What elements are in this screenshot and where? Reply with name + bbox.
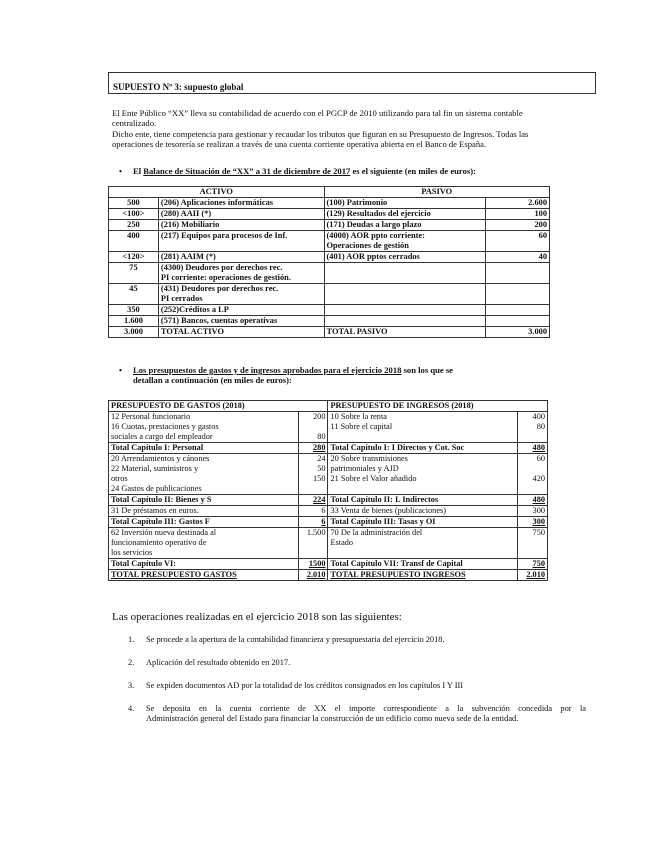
gastos-concept (109, 443, 299, 454)
budget-row (109, 506, 548, 517)
ingresos-amount-line (520, 484, 545, 494)
bullet-budget (119, 365, 573, 385)
activo-value: 3.000 (109, 327, 159, 338)
gastos-amount-line: 200 (313, 412, 326, 421)
ingresos-amount (518, 528, 548, 559)
ingresos-concept (328, 559, 518, 570)
balance-row (109, 198, 550, 209)
ingresos-amount-line: 420 (532, 474, 545, 483)
pasivo-account (324, 220, 486, 231)
balance-row (109, 316, 550, 327)
gastos-amount (298, 559, 328, 570)
pasivo-header: PASIVO (324, 187, 549, 198)
operation-text-line: Aplicación del resultado obtenido en 2017. (146, 658, 291, 667)
intro-paragraph-1 (112, 108, 602, 128)
bullet-text-underlined: Balance de Situación de “XX” a 31 de diciembre de 2017 (143, 166, 351, 176)
gastos-amount-line: 1.500 (306, 528, 326, 537)
operation-number: 2. (128, 658, 135, 667)
pasivo-account (324, 198, 486, 209)
activo-account (158, 316, 324, 327)
ingresos-amount-line: 300 (532, 517, 545, 526)
ingresos-concept-line: TOTAL PRESUPUESTO INGRESOS (330, 570, 466, 579)
gastos-amount-line: 6 (321, 517, 326, 526)
ingresos-concept-line: 70 De la administración del (330, 528, 423, 537)
ingresos-amount (518, 454, 548, 495)
gastos-concept-line: funcionamiento operativo de (111, 538, 207, 547)
ingresos-concept-line: 20 Sobre transmisiones (330, 454, 408, 463)
pasivo-account (324, 252, 486, 263)
ingresos-amount (518, 412, 548, 443)
gastos-concept-line: 24 Gastos de publicaciones (111, 484, 202, 493)
gastos-concept-line: Total Capítulo III: Gastos F (111, 517, 210, 526)
ingresos-concept-line (330, 548, 515, 558)
activo-header: ACTIVO (109, 187, 325, 198)
ingresos-amount-line: 400 (532, 412, 545, 421)
pasivo-account (324, 209, 486, 220)
intro-line: operaciones de tesorería se realizan a través de una cuenta corriente operativa abierta en el Banco de España. (112, 139, 487, 149)
gastos-amount-line: 6 (321, 506, 326, 515)
operation-text-line: Se expiden documentos AD por la totalidad de los créditos consignados en los capítulos I Y III (146, 681, 464, 690)
budget-total-row (109, 517, 548, 528)
ingresos-amount-line: 60 (536, 454, 545, 463)
activo-account-line: (206) Aplicaciones informáticas (160, 198, 274, 207)
pasivo-account (324, 305, 486, 316)
bullet-dot-icon: • (119, 365, 123, 375)
pasivo-account (324, 284, 486, 305)
pasivo-account-line: (129) Resultados del ejercicio (326, 209, 431, 218)
activo-account-line: (216) Mobiliario (160, 220, 220, 229)
pasivo-value: 60 (486, 231, 550, 252)
pasivo-account (324, 327, 486, 338)
ingresos-concept-line: patrimoniales y AJD (330, 464, 399, 473)
ingresos-concept (328, 528, 518, 559)
operation-text (146, 681, 586, 691)
ingresos-amount-line (520, 538, 545, 548)
ingresos-concept-line: 33 Venta de bienes (publicaciones) (330, 506, 446, 515)
pasivo-account (324, 263, 486, 284)
ingresos-amount-line: 480 (532, 443, 545, 452)
ingresos-concept-line (330, 484, 515, 494)
ingresos-concept-line (330, 432, 515, 442)
pasivo-account-line: Operaciones de gestión (326, 241, 409, 250)
gastos-concept (109, 412, 299, 443)
ingresos-amount-line: 480 (532, 495, 545, 504)
balance-row (109, 263, 550, 284)
activo-account-line: PI cerrados (160, 294, 203, 303)
pasivo-account-line: (4000) AOR ppto corriente: (326, 231, 425, 240)
gastos-amount-line (301, 538, 326, 548)
pasivo-account-line: (401) AOR pptos cerrados (326, 252, 420, 261)
pasivo-value (486, 316, 550, 327)
activo-value: 1.600 (109, 316, 159, 327)
gastos-amount (298, 412, 328, 443)
pasivo-account (324, 231, 486, 252)
operation-text-line: Se deposita en la cuenta corriente de XX el importe correspondiente a la subvención concedida por la (146, 704, 586, 713)
activo-value: 400 (109, 231, 159, 252)
activo-account (158, 263, 324, 284)
budget-header-row (109, 401, 548, 412)
operation-text (146, 635, 586, 645)
gastos-concept (109, 506, 299, 517)
pasivo-value (486, 263, 550, 284)
activo-account (158, 209, 324, 220)
gastos-concept-line: 22 Material, suministros y (111, 464, 199, 473)
activo-account (158, 220, 324, 231)
gastos-amount (298, 570, 328, 581)
gastos-concept-line: 31 De préstamos en euros. (111, 506, 199, 515)
gastos-amount-line: 2.010 (306, 570, 326, 579)
operation-text (146, 658, 586, 668)
balance-row (109, 284, 550, 305)
operation-text-line: Se procede a la apertura de la contabilidad financiera y presupuestaria del ejercicio 2018. (146, 635, 445, 644)
ingresos-amount-line: 2.010 (526, 570, 545, 579)
pasivo-value: 2.600 (486, 198, 550, 209)
activo-account (158, 305, 324, 316)
gastos-concept (109, 570, 299, 581)
pasivo-account-line: (171) Deudas a largo plazo (326, 220, 422, 229)
gastos-amount-line: 24 (317, 454, 326, 463)
budget-row (109, 454, 548, 495)
activo-value: 500 (109, 198, 159, 209)
activo-value: 250 (109, 220, 159, 231)
gastos-concept (109, 517, 299, 528)
pasivo-account (324, 316, 486, 327)
gastos-amount-line: 150 (313, 474, 326, 483)
bullet-dot-icon: • (119, 166, 123, 176)
ingresos-concept (328, 443, 518, 454)
ingresos-amount-line: 750 (532, 528, 545, 537)
ingresos-concept (328, 517, 518, 528)
gastos-concept-line: los servicios (111, 548, 153, 557)
ingresos-concept (328, 506, 518, 517)
gastos-amount-line (301, 422, 326, 432)
activo-account (158, 198, 324, 209)
ingresos-amount-line (520, 464, 545, 474)
gastos-amount-line: 50 (317, 464, 326, 473)
ingresos-amount (518, 570, 548, 581)
bullet-balance (119, 166, 573, 176)
gastos-concept-line: TOTAL PRESUPUESTO GASTOS (111, 570, 237, 579)
gastos-amount (298, 454, 328, 495)
ingresos-amount (518, 559, 548, 570)
ingresos-amount-line: 80 (536, 422, 545, 431)
balance-row (109, 220, 550, 231)
balance-table (108, 186, 550, 338)
gastos-header: PRESUPUESTO DE GASTOS (2018) (109, 401, 328, 412)
operations-heading: Las operaciones realizadas en el ejercicio 2018 son las siguientes: (112, 611, 402, 623)
ingresos-amount (518, 495, 548, 506)
budget-grand-total-row (109, 570, 548, 581)
ingresos-amount-line: 300 (532, 506, 545, 515)
ingresos-amount-line (520, 548, 545, 558)
activo-account-line: (281) AAIM (*) (160, 252, 216, 261)
gastos-amount (298, 517, 328, 528)
activo-account (158, 284, 324, 305)
activo-account-line: (431) Deudores por derechos rec. (160, 284, 279, 293)
page-title: SUPUESTO Nº 3: supuesto global (113, 82, 244, 92)
gastos-concept-line: 20 Arrendamientos y cánones (111, 454, 210, 463)
intro-line: Dicho ente, tiene competencia para gestionar y recaudar los tributos que figuran en su Presupuesto de Ingresos. Todas las (112, 129, 529, 139)
ingresos-concept-line: 11 Sobre el capital (330, 422, 393, 431)
gastos-amount (298, 528, 328, 559)
bullet-text: es el siguiente (en miles de euros): (350, 166, 476, 176)
operation-text (146, 704, 586, 724)
balance-row (109, 327, 550, 338)
gastos-amount-line: 80 (317, 432, 326, 441)
operation-number: 4. (128, 704, 135, 713)
gastos-concept-line: Total Capítulo I: Personal (111, 443, 204, 452)
gastos-amount-line: 280 (313, 443, 326, 452)
pasivo-value: 200 (486, 220, 550, 231)
activo-account-line: (571) Bancos, cuentas operativas (160, 316, 278, 325)
activo-value: 75 (109, 263, 159, 284)
title-box (108, 72, 596, 94)
balance-header-row (109, 187, 550, 198)
bullet-text: detallan a continuación (en miles de euros): (133, 375, 292, 385)
gastos-concept-line: Total Capítulo VI: (111, 559, 177, 568)
budget-total-row (109, 443, 548, 454)
ingresos-concept-line: 21 Sobre el Valor añadido (330, 474, 417, 483)
ingresos-concept-line: Total Capítulo III: Tasas y OI (330, 517, 436, 526)
ingresos-amount-line (520, 432, 545, 442)
ingresos-concept (328, 570, 518, 581)
gastos-concept (109, 454, 299, 495)
pasivo-value (486, 305, 550, 316)
gastos-concept (109, 495, 299, 506)
ingresos-amount (518, 443, 548, 454)
balance-row (109, 305, 550, 316)
activo-account-line: (252)Créditos a LP (160, 305, 229, 314)
ingresos-amount (518, 517, 548, 528)
gastos-amount (298, 495, 328, 506)
ingresos-amount (518, 506, 548, 517)
balance-row (109, 252, 550, 263)
activo-value: 350 (109, 305, 159, 316)
pasivo-account-line: TOTAL PASIVO (326, 327, 388, 336)
ingresos-concept (328, 454, 518, 495)
ingresos-concept (328, 412, 518, 443)
ingresos-concept-line: Total Capítulo I: I Directos y Cot. Soc (330, 443, 465, 452)
ingresos-concept-line: Total Capítulo VII: Transf de Capital (330, 559, 463, 568)
activo-value: <100> (109, 209, 159, 220)
gastos-amount-line (301, 484, 326, 494)
gastos-amount (298, 506, 328, 517)
budget-table (108, 400, 548, 581)
gastos-amount-line: 224 (313, 495, 326, 504)
activo-account-line: (4300) Deudores por derechos rec. (160, 263, 283, 272)
bullet-text-underlined: Los presupuestos de gastos y de ingresos aprobados para el ejercicio 2018 (133, 365, 402, 375)
gastos-concept-line: otros (111, 474, 128, 483)
ingresos-header: PRESUPUESTO DE INGRESOS (2018) (328, 401, 548, 412)
activo-account-line: (280) AAII (*) (160, 209, 212, 218)
ingresos-concept (328, 495, 518, 506)
intro-paragraph-2 (112, 129, 602, 149)
operation-number: 1. (128, 635, 135, 644)
gastos-concept-line: Total Capítulo II: Bienes y S (111, 495, 212, 504)
activo-account-line: (217) Equipos para procesos de Inf. (160, 231, 288, 240)
pasivo-value: 40 (486, 252, 550, 263)
balance-row (109, 231, 550, 252)
activo-account-line: PI corriente: operaciones de gestión. (160, 273, 291, 282)
pasivo-value (486, 284, 550, 305)
activo-account (158, 231, 324, 252)
pasivo-value: 3.000 (486, 327, 550, 338)
gastos-concept-line: 62 Inversión nueva destinada al (111, 528, 217, 537)
bullet-text: El (133, 166, 144, 176)
pasivo-value: 100 (486, 209, 550, 220)
intro-line: El Ente Público “XX” lleva su contabilidad de acuerdo con el PGCP de 2010 utilizando para tal fin un sistema contable (112, 108, 523, 118)
operation-text-line: Administración general del Estado para financiar la construcción de un edificio como nueva sede de la entidad. (146, 714, 519, 723)
operation-number: 3. (128, 681, 135, 690)
ingresos-amount-line: 750 (532, 559, 545, 568)
activo-account (158, 327, 324, 338)
gastos-concept-line: 12 Personal funcionario (111, 412, 191, 421)
ingresos-concept-line: Estado (330, 538, 354, 547)
gastos-amount (298, 443, 328, 454)
gastos-concept (109, 528, 299, 559)
activo-account-line: TOTAL ACTIVO (160, 327, 224, 336)
bullet-text: son los que se (401, 365, 453, 375)
gastos-concept-line: 16 Cuotas, prestaciones y gastos (111, 422, 219, 431)
intro-line: centralizado. (112, 118, 157, 128)
ingresos-concept-line: Total Capítulo II: I. Indirectos (330, 495, 439, 504)
gastos-amount-line (301, 548, 326, 558)
activo-value: 45 (109, 284, 159, 305)
gastos-amount-line: 1500 (308, 559, 326, 568)
activo-value: <120> (109, 252, 159, 263)
activo-account (158, 252, 324, 263)
budget-total-row (109, 559, 548, 570)
budget-row (109, 412, 548, 443)
balance-row (109, 209, 550, 220)
budget-row (109, 528, 548, 559)
gastos-concept-line: sociales a cargo del empleador (111, 432, 213, 441)
budget-total-row (109, 495, 548, 506)
pasivo-account-line: (100) Patrimonio (326, 198, 388, 207)
ingresos-concept-line: 10 Sobre la renta (330, 412, 387, 421)
gastos-concept (109, 559, 299, 570)
